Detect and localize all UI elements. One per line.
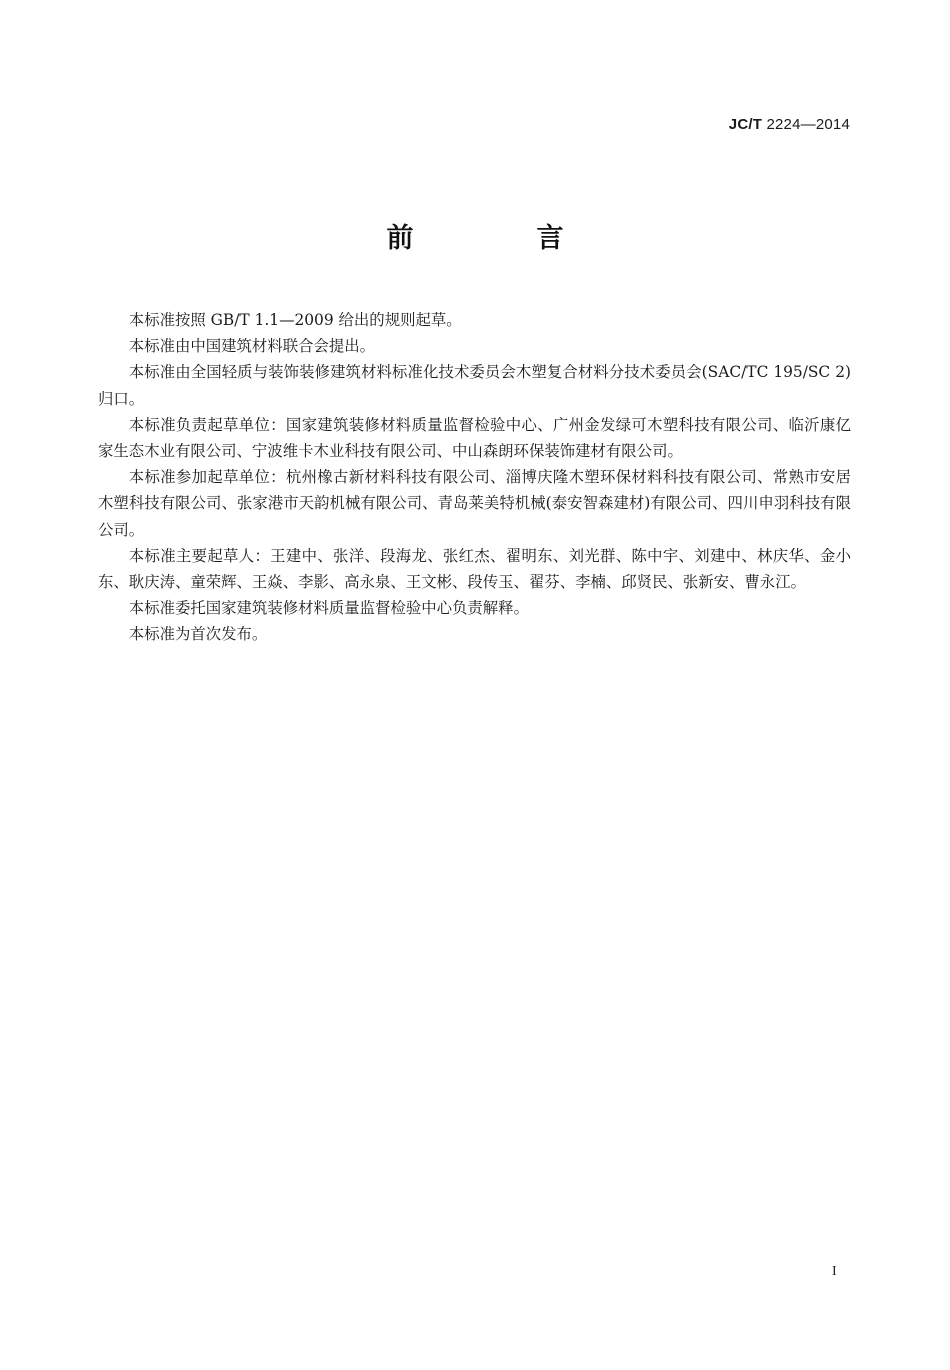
page-title: 前 言: [386, 223, 612, 254]
paragraph-committee: 本标准由全国轻质与装饰装修建筑材料标准化技术委员会木塑复合材料分技术委员会(SAC/TC 195/SC 2)归口。: [98, 363, 851, 408]
foreword-body: [98, 307, 851, 648]
paragraph-main-drafters: 本标准主要起草人：王建中、张洋、段海龙、张红杰、翟明东、刘光群、陈中宇、刘建中、林庆华、金小东、耿庆涛、童荣辉、王焱、李影、高永泉、王文彬、段传玉、翟芬、李楠、邱贤民、张新安、曹永江。: [98, 546, 851, 592]
standard-code-prefix: JC/T: [728, 116, 763, 133]
paragraph-proposer: 本标准由中国建筑材料联合会提出。: [128, 337, 376, 356]
page-number: I: [832, 1264, 837, 1279]
paragraph-main-drafters-units: 本标准负责起草单位：国家建筑装修材料质量监督检验中心、广州金发绿可木塑科技有限公司、临沂康亿家生态木业有限公司、宁波维卡木业科技有限公司、中山森朗环保装饰建材有限公司。: [98, 415, 851, 461]
paragraph-participating-units: 本标准参加起草单位：杭州橡古新材料科技有限公司、淄博庆隆木塑环保材料科技有限公司、常熟市安居木塑科技有限公司、张家港市天韵机械有限公司、青岛莱美特机械(泰安智森建材)有限公司、四川申羽科技有限公司。: [98, 468, 851, 539]
paragraph-interpretation: 本标准委托国家建筑装修材料质量监督检验中心负责解释。: [128, 599, 529, 618]
standard-code: [729, 116, 850, 133]
paragraph-first-release: 本标准为首次发布。: [128, 625, 268, 644]
standard-code-number: 2224—2014: [762, 116, 850, 133]
paragraph-drafting-rules: 本标准按照 GB/T 1.1—2009 给出的规则起草。: [128, 311, 462, 329]
